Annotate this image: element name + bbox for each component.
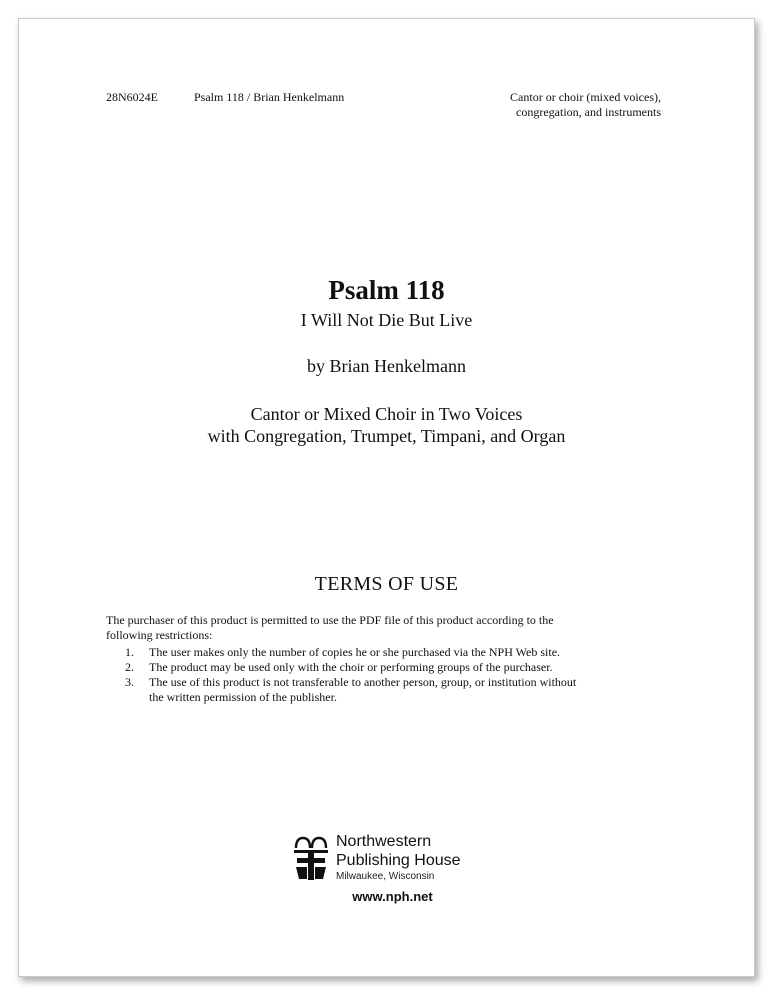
terms-intro (106, 613, 666, 643)
terms-item (106, 660, 666, 675)
terms-item-number: 3. (125, 675, 134, 689)
terms-item-text-cont: the written permission of the publisher. (149, 690, 337, 704)
terms-item-text: The use of this product is not transferable to another person, group, or institution without (149, 675, 577, 689)
terms-item-number: 1. (125, 645, 134, 659)
terms-item-text: The user makes only the number of copies he or she purchased via the NPH Web site. (149, 645, 561, 659)
terms-heading: TERMS OF USE (314, 573, 459, 595)
page-subtitle: I Will Not Die But Live (300, 310, 473, 330)
terms-item-text: The product may be used only with the choir or performing groups of the purchaser. (149, 660, 553, 674)
terms-item (106, 675, 666, 705)
scoring-line2: with Congregation, Trumpet, Timpani, and Organ (207, 426, 566, 446)
publisher-name-line2: Publishing House (336, 852, 461, 869)
terms-item (106, 645, 666, 660)
nph-cross-logo-icon (293, 834, 329, 882)
terms-item-number: 2. (125, 660, 134, 674)
publisher-name-block (336, 832, 461, 883)
terms-list (106, 645, 666, 705)
publisher-name-line1: Northwestern (336, 833, 432, 850)
header-title: Psalm 118 / Brian Henkelmann (194, 90, 345, 104)
publisher-logo (293, 832, 493, 888)
header-voicing-line1: Cantor or choir (mixed voices), (510, 90, 661, 104)
terms-intro-line1: The purchaser of this product is permitted to use the PDF file of this product according to the (106, 613, 554, 627)
product-code: 28N6024E (106, 90, 158, 104)
header-voicing-line2: congregation, and instruments (516, 105, 661, 119)
composer-byline: by Brian Henkelmann (307, 356, 466, 376)
terms-intro-line2: following restrictions: (106, 628, 213, 642)
page-title: Psalm 118 (328, 275, 445, 305)
scoring-line1: Cantor or Mixed Choir in Two Voices (250, 404, 523, 424)
header-voicing (440, 90, 661, 120)
scoring-description (0, 403, 773, 447)
publisher-website: www.nph.net (352, 889, 433, 904)
publisher-location: Milwaukee, Wisconsin (336, 871, 435, 882)
